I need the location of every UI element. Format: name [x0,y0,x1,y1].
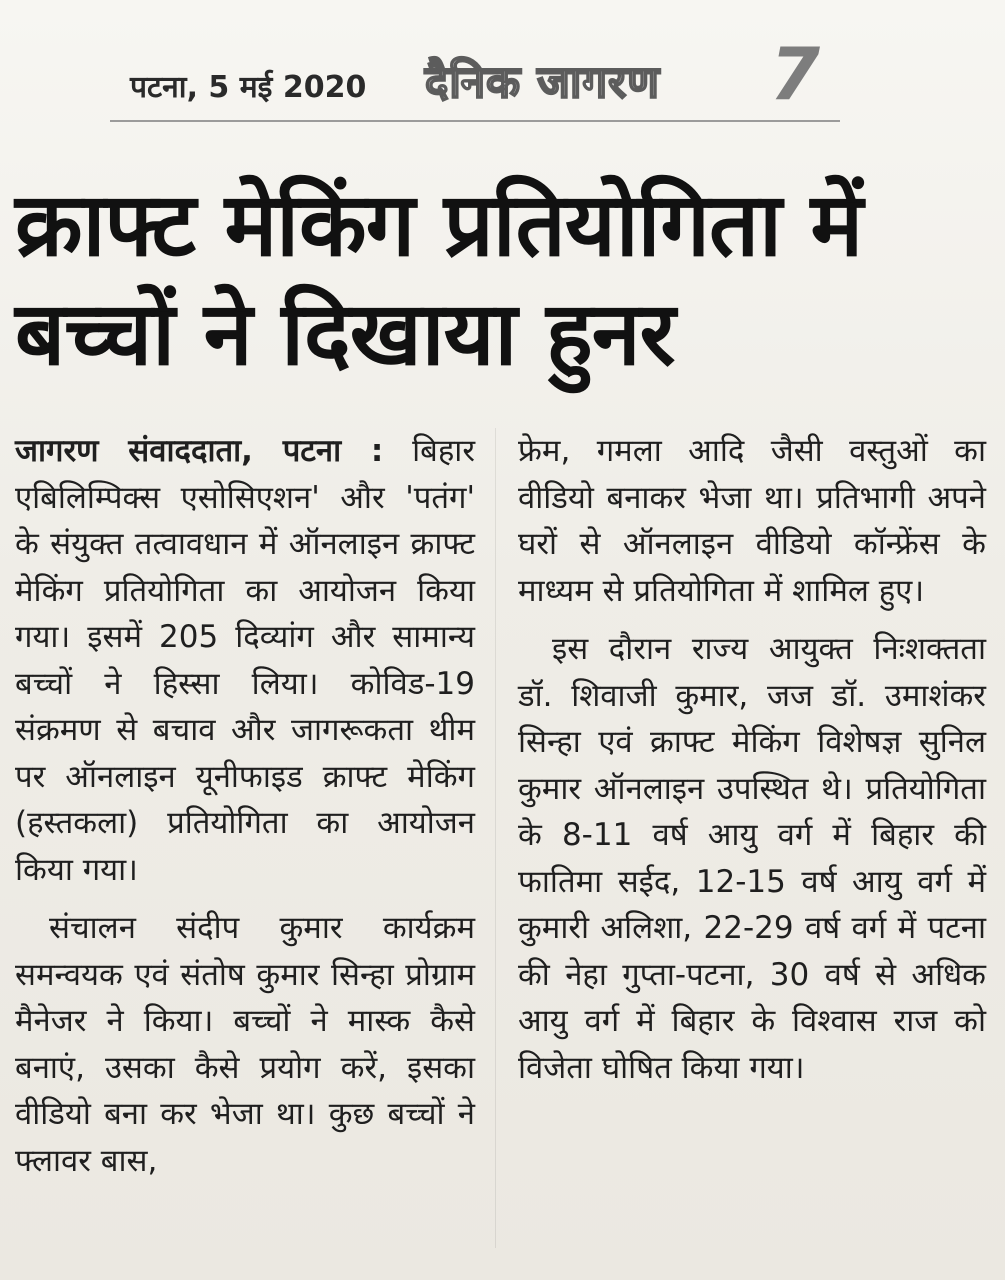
byline: जागरण संवाददाता, पटना : [15,433,384,469]
paper-name: दैनिक जागरण [425,57,660,108]
dateline: पटना, 5 मई 2020 [130,70,367,105]
paragraph: फ्रेम, गमला आदि जैसी वस्तुओं का वीडियो बनाकर भेजा था। प्रतिभागी अपने घरों से ऑनलाइन वीडियो कॉन्फ्रेंस के माध्यम से प्रतियोगिता में शामिल हुए। [518,433,986,609]
article-column-left [15,428,475,1184]
article-column-right [518,428,986,1091]
masthead [110,32,840,122]
headline: क्राफ्ट मेकिंग प्रतियोगिता में बच्चों ने दिखाया हुनर [15,173,863,386]
paragraph [15,428,475,893]
paragraph: इस दौरान राज्य आयुक्त निःशक्तता डॉ. शिवाजी कुमार, जज डॉ. उमाशंकर सिन्हा एवं क्राफ्ट मेकिंग विशेषज्ञ सुनिल कुमार ऑनलाइन उपस्थित थे। प्रतियोगिता के 8-11 वर्ष आयु वर्ग में बिहार की फातिमा सईद, 12-15 वर्ष आयु वर्ग में कुमारी अलिशा, 22-29 वर्ष वर्ग में पटना की नेहा गुप्ता-पटना, 30 वर्ष से अधिक आयु वर्ग में बिहार के विश्वास राज को विजेता घोषित किया गया। [518,631,986,1086]
paragraph-text: बिहार एबिलिम्पिक्स एसोसिएशन' और 'पतंग' के संयुक्त तत्वावधान में ऑनलाइन क्राफ्ट मेकिंग प्रतियोगिता का आयोजन किया गया। इसमें 205 दिव्यांग और सामान्य बच्चों ने हिस्सा लिया। कोविड-19 संक्रमण से बचाव और जागरूकता थीम पर ऑनलाइन यूनीफाइड क्राफ्ट मेकिंग (हस्तकला) प्रतियोगिता का आयोजन किया गया। [15,433,475,888]
paragraph: संचालन संदीप कुमार कार्यक्रम समन्वयक एवं संतोष कुमार सिन्हा प्रोग्राम मैनेजर ने किया। बच्चों ने मास्क कैसे बनाएं, उसका कैसे प्रयोग करें, इसका वीडियो बना कर भेजा था। कुछ बच्चों ने फ्लावर बास, [15,910,475,1179]
page-number: 7 [770,32,821,116]
column-divider [495,428,496,1248]
